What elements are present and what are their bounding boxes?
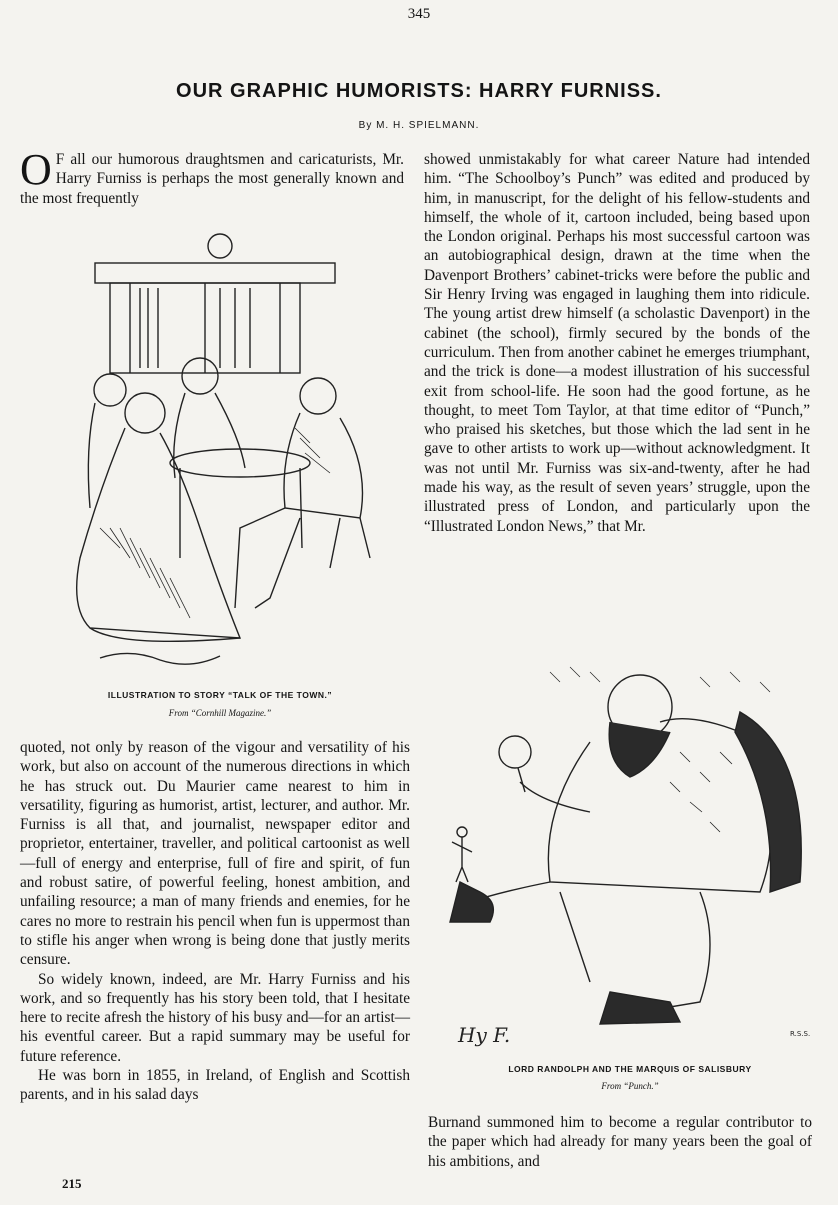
talk-of-the-town-illustration [40,228,400,680]
right-column-top-text: showed unmistakably for what career Nature had intended him. “The Schoolboy’s Punch” was edited and produced by him, in manuscript, for the delight of his fellow-students and himself, the whole of it, cartoon included, being based upon the London original. Perhaps his most successful cartoon was an autobiographical design, drawn at the time when the Davenport Brothers’ cabinet-tricks were before the public and Sir Henry Irving was engaged in laughing them into ridicule. The young artist drew himself (a scholastic Davenport) in the cabinet (the school), firmly secured by the bonds of the curriculum. Then from another cabinet he emerges triumphant, and the trick is done—a modest illustration of his successful exit from school-life. He soon had the good fortune, as he thought, to meet Tom Taylor, at that time editor of “Punch,” who praised his sketches, but those which the lad sent in he gave to other artists to work up—without acknowledgment. It was not until Mr. Furniss was six-and-twenty, after he had made his way, as the result of seven years’ struggle, upon the illustrated press of London, and particularly upon the “Illustrated London News,” that Mr. [424,151,810,535]
paragraph-born: He was born in 1855, in Ireland, of English and Scottish parents, and in his salad days [20,1067,410,1104]
lord-randolph-cartoon [440,652,820,1056]
intro-paragraph [20,145,404,208]
right-column-bottom-text: Burnand summoned him to become a regular contributor to the paper which had already for many years been the goal of his ambitions, and [428,1114,812,1170]
figure1-credit: From “Cornhill Magazine.” [168,708,272,718]
drop-cap: O [20,145,52,194]
talk-of-the-town-drawing [40,228,400,680]
figure1-caption: ILLUSTRATION TO STORY “TALK OF THE TOWN.” [107,690,333,700]
lord-randolph-drawing [440,652,820,1056]
article-title: OUR GRAPHIC HUMORISTS: HARRY FURNISS. [176,80,662,102]
left-column-text [20,738,410,1105]
page-number: 345 [407,6,431,22]
intro-text: F all our humorous draughtsmen and caricaturists, Mr. Harry Furniss is perhaps the most generally known and the most frequently [20,151,404,207]
paragraph-versatility: quoted, not only by reason of the vigour and versatility of his work, but also on account of the numerous directions in which he has struck out. Du Maurier came nearest to him in versatility, figuring as humorist, artist, lecturer, and author. Mr. Furniss is all that, and journalist, newspaper editor and proprietor, entertainer, traveller, and political cartoonist as well—full of energy and enterprise, full of fire and spirit, of fun and robust satire, of powerful feeling, honest ambition, and unfailing resource; a man of many friends and enemies, for he cares no more to restrain his pencil when fun is uppermost than to stifle his anger when wrong is being done that justly merits censure. [20,739,410,969]
figure2-caption: LORD RANDOLPH AND THE MARQUIS OF SALISBURY [508,1064,752,1074]
byline: By M. H. SPIELMANN. [358,120,480,131]
cartoon-signature: Hy F. [458,1023,511,1047]
footer-page-number: 215 [62,1176,82,1191]
engraver-initials: R.S.S. [790,1030,811,1038]
figure2-credit: From “Punch.” [601,1081,659,1091]
paragraph-widely-known: So widely known, indeed, are Mr. Harry Furniss and his work, and so frequently has his story been told, that I hesitate here to recite afresh the history of his busy and—for an artist—his eventful career. But a rapid summary may be useful for future reference. [20,970,410,1065]
